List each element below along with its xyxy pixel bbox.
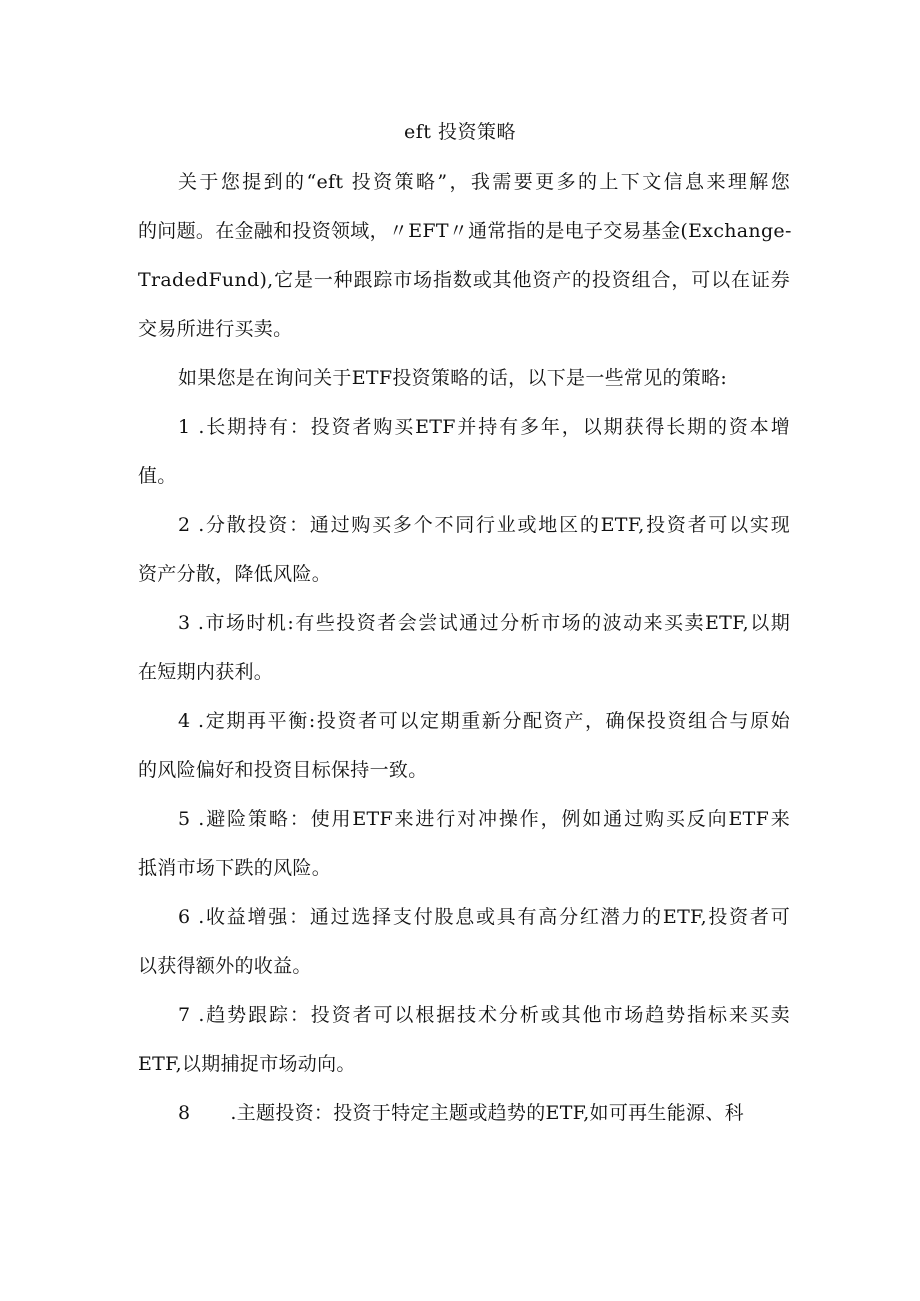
list-item-8-text: .主题投资：投资于特定主题或趋势的ETF,如可再生能源、科 xyxy=(230,1102,744,1124)
list-item-1-line-2: 值。 xyxy=(138,465,177,487)
list-item-2-line-1: 2 .分散投资：通过购买多个不同行业或地区的ETF,投资者可以实现 xyxy=(178,514,790,536)
list-item-5-line-1: 5 .避险策略：使用ETF来进行对冲操作，例如通过购买反向ETF来 xyxy=(178,808,790,830)
list-item-2-line-2: 资产分散，降低风险。 xyxy=(138,563,332,585)
list-item-7-line-1: 7 .趋势跟踪：投资者可以根据技术分析或其他市场趋势指标来买卖 xyxy=(178,1004,790,1026)
list-item-3-line-1: 3 .市场时机:有些投资者会尝试通过分析市场的波动来买卖ETF,以期 xyxy=(178,612,790,634)
lead-paragraph: 如果您是在询问关于ETF投资策略的话，以下是一些常见的策略: xyxy=(178,367,728,389)
list-item-4-line-1: 4 .定期再平衡:投资者可以定期重新分配资产，确保投资组合与原始 xyxy=(178,710,790,732)
document-title: eft 投资策略 xyxy=(404,121,516,143)
intro-line-3: TradedFund),它是一种跟踪市场指数或其他资产的投资组合，可以在证券 xyxy=(138,269,790,291)
intro-line-2: 的问题。在金融和投资领域，〃EFT〃通常指的是电子交易基金(Exchange- xyxy=(138,220,792,242)
list-item-4-line-2: 的风险偏好和投资目标保持一致。 xyxy=(138,759,428,781)
intro-line-1: 关于您提到的“eft 投资策略”，我需要更多的上下文信息来理解您 xyxy=(178,171,790,193)
list-item-8-line-1 xyxy=(138,1099,790,1127)
list-item-1-line-1: 1 .长期持有：投资者购买ETF并持有多年，以期获得长期的资本增 xyxy=(178,416,790,438)
list-item-3-line-2: 在短期内获利。 xyxy=(138,661,274,683)
list-item-6-line-2: 以获得额外的收益。 xyxy=(138,955,312,977)
list-item-7-line-2: ETF,以期捕捉市场动向。 xyxy=(138,1053,356,1075)
list-item-5-line-2: 抵消市场下跌的风险。 xyxy=(138,857,332,879)
list-item-6-line-1: 6 .收益增强：通过选择支付股息或具有高分红潜力的ETF,投资者可 xyxy=(178,906,790,928)
list-item-8-number: 8 xyxy=(178,1102,191,1124)
intro-line-4: 交易所进行买卖。 xyxy=(138,318,293,340)
